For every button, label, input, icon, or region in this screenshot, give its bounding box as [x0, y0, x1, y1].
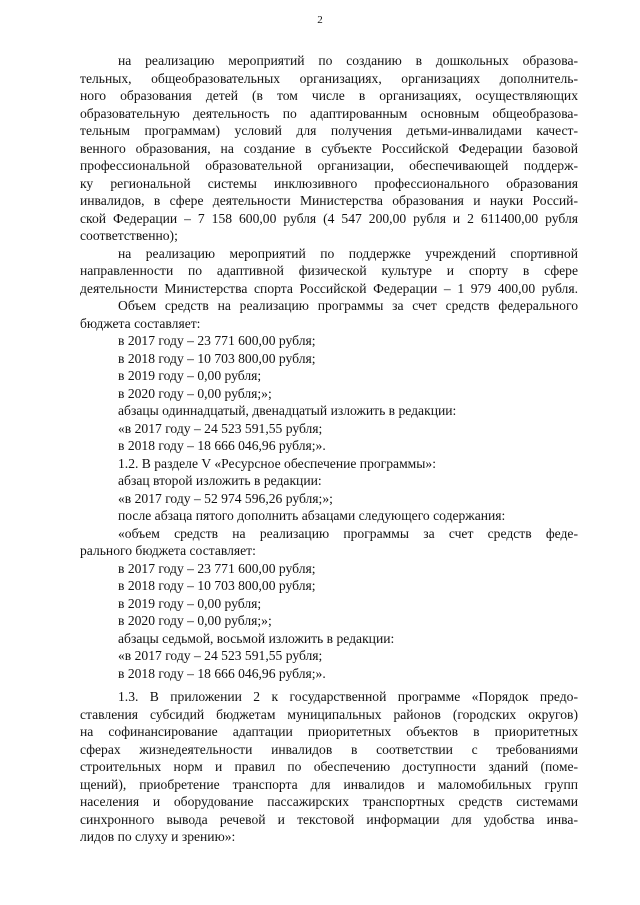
text-line: венного образования, на создание в субъекте Российской Федерации базовой	[80, 140, 578, 156]
text-line: абзац второй изложить в редакции:	[118, 473, 322, 488]
text-line: в 2019 году – 0,00 рубля;	[118, 595, 262, 611]
text-line: «в 2017 году – 52 974 596,26 рубля;»;	[118, 490, 333, 506]
text-line: деятельности Министерства спорта Российской Федерации – 1 979 400,00 рубля.	[80, 280, 578, 296]
text-block	[80, 245, 578, 683]
text-line: бюджета составляет:	[80, 315, 201, 331]
text-line: «объем средств на реализацию программы за счет средств феде-	[118, 525, 578, 541]
text-line: тельных, общеобразовательных организациях, организациях дополнитель-	[80, 70, 578, 86]
text-line: после абзаца пятого дополнить абзацами следующего содержания:	[118, 508, 506, 523]
text-line: на реализацию мероприятий по созданию в дошкольных образова-	[118, 53, 578, 68]
text-line: соответственно);	[80, 228, 178, 243]
text-line: на реализацию мероприятий по поддержке учреждений спортивной	[118, 245, 578, 261]
text-line: ставления субсидий бюджетам муниципальных районов (городских округов)	[80, 706, 578, 722]
page-number: 2	[317, 14, 323, 26]
text-line: абзацы седьмой, восьмой изложить в редакции:	[118, 630, 395, 646]
text-line: инвалидов, в сфере деятельности Министерства образования и науки Россий-	[80, 193, 578, 208]
text-line: лидов по слуху и зрению»:	[80, 829, 236, 844]
text-line: профессиональной образовательной организации, обеспечивающей поддерж-	[80, 158, 578, 173]
text-line: в 2018 году – 10 703 800,00 рубля;	[118, 350, 316, 366]
text-line: абзацы одиннадцатый, двенадцатый изложить в редакции:	[118, 403, 457, 418]
text-line: 1.2. В разделе V «Ресурсное обеспечение программы»:	[118, 455, 436, 471]
document-body	[80, 52, 578, 846]
text-line: в 2018 году – 10 703 800,00 рубля;	[118, 578, 316, 593]
text-line: в 2017 году – 23 771 600,00 рубля;	[118, 333, 316, 348]
text-line: «в 2017 году – 24 523 591,55 рубля;	[118, 420, 323, 436]
text-line: образовательную деятельность по адаптированным основным общеобразова-	[80, 105, 578, 121]
text-line: в 2020 году – 0,00 рубля;»;	[118, 385, 272, 401]
text-line: синхронного вывода речевой и текстовой информации для удобства инва-	[80, 811, 578, 827]
text-line: направленности по адаптивной физической культуре и спорту в сфере	[80, 263, 578, 278]
text-line: Объем средств на реализацию программы за счет средств федерального	[118, 298, 578, 313]
text-line: в 2018 году – 18 666 046,96 рубля;».	[118, 665, 326, 681]
text-line: сферах жизнедеятельности инвалидов в соответствии с требованиями	[80, 741, 578, 757]
text-line: строительных норм и правил по обеспечению доступности зданий (поме-	[80, 759, 578, 774]
text-block	[80, 688, 578, 846]
text-line: ской Федерации – 7 158 600,00 рубля (4 547 200,00 рубля и 2 611400,00 рубля	[80, 210, 578, 226]
text-line: в 2020 году – 0,00 рубля;»;	[118, 613, 272, 628]
text-line: ку региональной системы инклюзивного профессионального образования	[80, 175, 578, 191]
text-line: «в 2017 году – 24 523 591,55 рубля;	[118, 648, 323, 663]
text-line: рального бюджета составляет:	[80, 543, 256, 558]
text-line: в 2019 году – 0,00 рубля;	[118, 368, 262, 383]
text-line: тельным программам) условий для получения детьми-инвалидами качест-	[80, 123, 578, 138]
text-line: в 2018 году – 18 666 046,96 рубля;».	[118, 438, 326, 453]
text-block	[80, 52, 578, 245]
text-line: щений), приобретение транспорта для инвалидов и маломобильных групп	[80, 776, 578, 792]
text-line: на софинансирование адаптации приоритетных объектов в приоритетных	[80, 724, 578, 739]
text-line: в 2017 году – 23 771 600,00 рубля;	[118, 560, 316, 576]
text-line: населения и оборудование пассажирских транспортных средств системами	[80, 794, 578, 809]
text-line: 1.3. В приложении 2 к государственной программе «Порядок предо-	[118, 689, 578, 704]
text-line: ного образования детей (в том числе в организациях, осуществляющих	[80, 88, 578, 103]
